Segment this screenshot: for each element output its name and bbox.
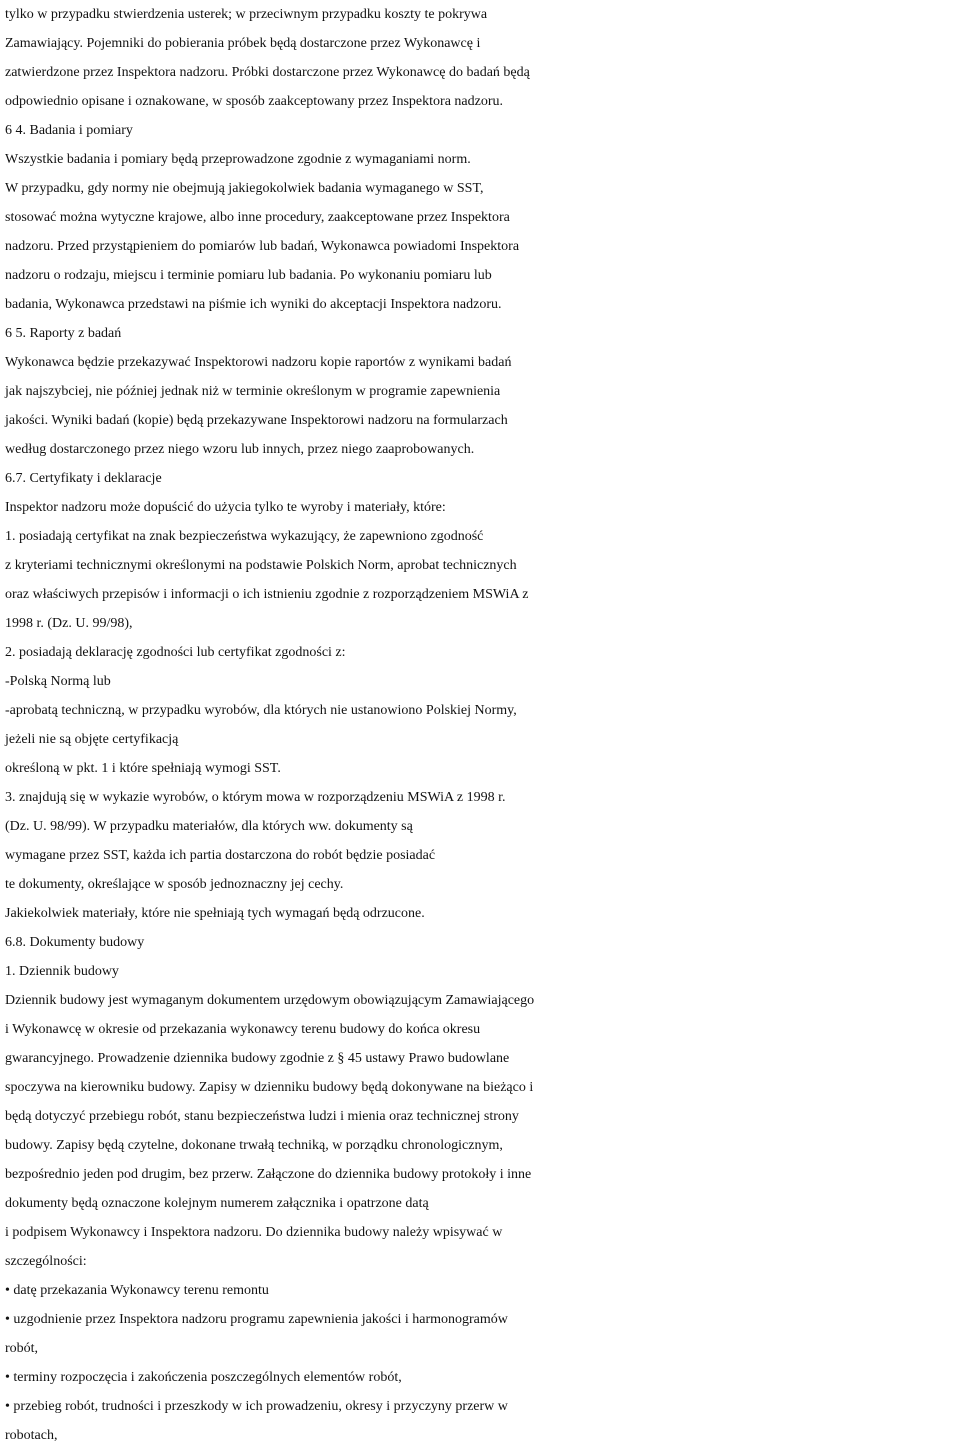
text-line: (Dz. U. 98/99). W przypadku materiałów, dla których ww. dokumenty są	[5, 819, 413, 834]
text-line: spoczywa na kierowniku budowy. Zapisy w dzienniku budowy będą dokonywane na bieżąco i	[5, 1080, 534, 1095]
text-line: Wykonawca będzie przekazywać Inspektorowi nadzoru kopie raportów z wynikami badań	[5, 355, 512, 370]
text-line: zatwierdzone przez Inspektora nadzoru. Próbki dostarczone przez Wykonawcę do badań będą	[5, 65, 530, 80]
text-line: nadzoru o rodzaju, miejscu i terminie pomiaru lub badania. Po wykonaniu pomiaru lub	[5, 268, 492, 283]
text-line: robotach,	[5, 1428, 58, 1443]
text-line: Zamawiający. Pojemniki do pobierania próbek będą dostarczone przez Wykonawcę i	[5, 36, 481, 51]
text-line: 1998 r. (Dz. U. 99/98),	[5, 616, 133, 631]
text-line: te dokumenty, określające w sposób jednoznaczny jej cechy.	[5, 877, 344, 892]
text-line: odpowiednio opisane i oznakowane, w sposób zaakceptowany przez Inspektora nadzoru.	[5, 94, 503, 109]
text-line: badania, Wykonawca przedstawi na piśmie ich wyniki do akceptacji Inspektora nadzoru.	[5, 297, 502, 312]
text-line: jeżeli nie są objęte certyfikacją	[5, 732, 179, 747]
text-line: oraz właściwych przepisów i informacji o ich istnieniu zgodnie z rozporządzeniem MSWiA z	[5, 587, 529, 602]
text-line: • datę przekazania Wykonawcy terenu remontu	[5, 1283, 269, 1298]
text-line: 6 4. Badania i pomiary	[5, 123, 133, 138]
text-line: -aprobatą techniczną, w przypadku wyrobów, dla których nie ustanowiono Polskiej Normy,	[5, 703, 517, 718]
text-line: i Wykonawcę w okresie od przekazania wykonawcy terenu budowy do końca okresu	[5, 1022, 481, 1037]
text-line: nadzoru. Przed przystąpieniem do pomiarów lub badań, Wykonawca powiadomi Inspektora	[5, 239, 520, 254]
text-line: szczególności:	[5, 1254, 87, 1269]
text-line: jak najszybciej, nie później jednak niż w terminie określonym w programie zapewnienia	[5, 384, 501, 399]
text-line: według dostarczonego przez niego wzoru lub innych, przez niego zaaprobowanych.	[5, 442, 475, 457]
text-line: • terminy rozpoczęcia i zakończenia poszczególnych elementów robót,	[5, 1370, 402, 1385]
text-line: budowy. Zapisy będą czytelne, dokonane trwałą techniką, w porządku chronologicznym,	[5, 1138, 503, 1153]
text-line: • przebieg robót, trudności i przeszkody w ich prowadzeniu, okresy i przyczyny przerw w	[5, 1399, 508, 1414]
text-line: • uzgodnienie przez Inspektora nadzoru programu zapewnienia jakości i harmonogramów	[5, 1312, 508, 1327]
text-line: 6.7. Certyfikaty i deklaracje	[5, 471, 162, 486]
text-line: -Polską Normą lub	[5, 674, 111, 689]
text-line: określoną w pkt. 1 i które spełniają wymogi SST.	[5, 761, 281, 776]
text-line: 6.8. Dokumenty budowy	[5, 935, 145, 950]
text-line: z kryteriami technicznymi określonymi na podstawie Polskich Norm, aprobat technicznych	[5, 558, 517, 573]
text-line: Jakiekolwiek materiały, które nie spełniają tych wymagań będą odrzucone.	[5, 906, 425, 921]
text-line: wymagane przez SST, każda ich partia dostarczona do robót będzie posiadać	[5, 848, 436, 863]
text-line: bezpośrednio jeden pod drugim, bez przerw. Załączone do dziennika budowy protokoły i inne	[5, 1167, 532, 1182]
text-line: tylko w przypadku stwierdzenia usterek; w przeciwnym przypadku koszty te pokrywa	[5, 7, 488, 22]
text-line: 3. znajdują się w wykazie wyrobów, o którym mowa w rozporządzeniu MSWiA z 1998 r.	[5, 790, 506, 805]
text-line: Dziennik budowy jest wymaganym dokumentem urzędowym obowiązującym Zamawiającego	[5, 993, 535, 1008]
text-line: 6 5. Raporty z badań	[5, 326, 122, 341]
text-line: jakości. Wyniki badań (kopie) będą przekazywane Inspektorowi nadzoru na formularzach	[5, 413, 508, 428]
text-line: 2. posiadają deklarację zgodności lub certyfikat zgodności z:	[5, 645, 346, 660]
text-line: będą dotyczyć przebiegu robót, stanu bezpieczeństwa ludzi i mienia oraz technicznej strony	[5, 1109, 519, 1124]
text-line: 1. Dziennik budowy	[5, 964, 119, 979]
text-line: Wszystkie badania i pomiary będą przeprowadzone zgodnie z wymaganiami norm.	[5, 152, 471, 167]
text-line: W przypadku, gdy normy nie obejmują jakiegokolwiek badania wymaganego w SST,	[5, 181, 484, 196]
text-line: robót,	[5, 1341, 39, 1356]
text-line: stosować można wytyczne krajowe, albo inne procedury, zaakceptowane przez Inspektora	[5, 210, 510, 225]
text-line: dokumenty będą oznaczone kolejnym numerem załącznika i opatrzone datą	[5, 1196, 429, 1211]
text-line: Inspektor nadzoru może dopuścić do użycia tylko te wyroby i materiały, które:	[5, 500, 446, 515]
text-line: gwarancyjnego. Prowadzenie dziennika budowy zgodnie z § 45 ustawy Prawo budowlane	[5, 1051, 510, 1066]
text-line: i podpisem Wykonawcy i Inspektora nadzoru. Do dziennika budowy należy wpisywać w	[5, 1225, 503, 1240]
text-line: 1. posiadają certyfikat na znak bezpieczeństwa wykazujący, że zapewniono zgodność	[5, 529, 484, 544]
